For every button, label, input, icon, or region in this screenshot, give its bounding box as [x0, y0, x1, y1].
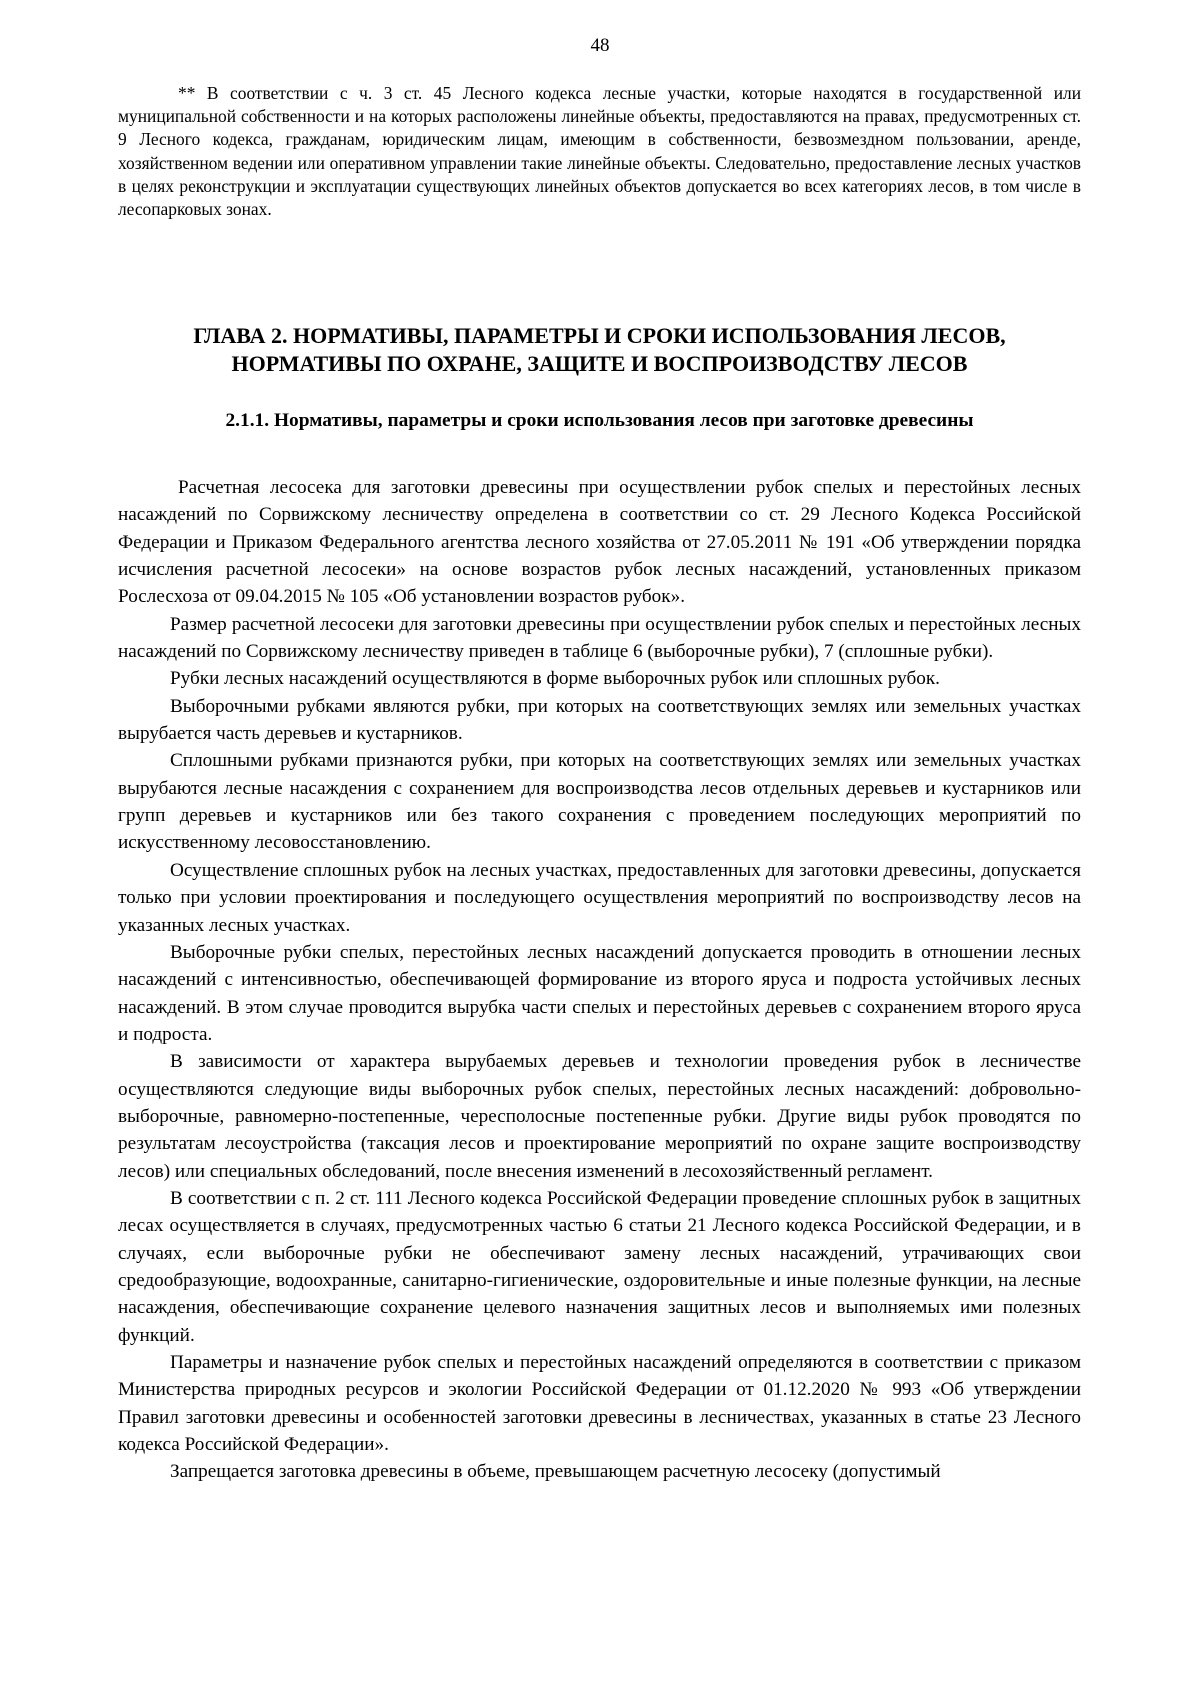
paragraph: Запрещается заготовка древесины в объеме, превышающем расчетную лесосеку (допустимый: [170, 1461, 941, 1483]
paragraph: Выборочные рубки спелых, перестойных лесных насаждений допускается проводить в отношении лесных насаждений с интенсивностью, обеспечивающей формирование из второго яруса и подроста устойчивых лесных насаждений. В этом случае проводится вырубка части спелых и перестойных деревьев с сохранением второго яруса и подроста.: [118, 941, 1081, 1045]
body-text: [118, 474, 1081, 1486]
page-number: 48: [590, 35, 610, 56]
paragraph: Рубки лесных насаждений осуществляются в форме выборочных рубок или сплошных рубок.: [170, 668, 940, 690]
paragraph: Расчетная лесосека для заготовки древесины при осуществлении рубок спелых и перестойных лесных насаждений по Сорвижскому лесничеству определена в соответствии со ст. 29 Лесного Кодекса Российской Федерации и Приказом Федерального агентства лесного хозяйства от 27.05.2011 № 191 «Об утверждении порядка исчисления расчетной лесосеки» на основе возрастов рубок лесных насаждений, установленных приказом Рослесхоза от 09.04.2015 № 105 «Об установлении возрастов рубок».: [118, 477, 1081, 608]
paragraph: Размер расчетной лесосеки для заготовки древесины при осуществлении рубок спелых и перестойных лесных насаждений по Сорвижскому лесничеству приведен в таблице 6 (выборочные рубки), 7 (сплошные рубки).: [118, 613, 1081, 663]
footnote: ** В соответствии с ч. 3 ст. 45 Лесного кодекса лесные участки, которые находятся в государственной или муниципальной собственности и на которых расположены линейные объекты, предоставляются на правах, предусмотренных ст. 9 Лесного кодекса, гражданам, юридическим лицам, имеющим в собственности, безвозмездном пользовании, аренде, хозяйственном ведении или оперативном управлении такие линейные объекты. Следовательно, предоставление лесных участков в целях реконструкции и эксплуатации существующих линейных объектов допускается во всех категориях лесов, в том числе в лесопарковых зонах.: [118, 83, 1081, 220]
chapter-title-line-2: НОРМАТИВЫ ПО ОХРАНЕ, ЗАЩИТЕ И ВОСПРОИЗВОДСТВУ ЛЕСОВ: [231, 351, 968, 376]
chapter-title-line-1: ГЛАВА 2. НОРМАТИВЫ, ПАРАМЕТРЫ И СРОКИ ИСПОЛЬЗОВАНИЯ ЛЕСОВ,: [193, 323, 1006, 348]
paragraph: Параметры и назначение рубок спелых и перестойных насаждений определяются в соответствии с приказом Министерства природных ресурсов и экологии Российской Федерации от 01.12.2020 № 993 «Об утверждении Правил заготовки древесины и особенностей заготовки древесины в лесничествах, указанных в статье 23 Лесного кодекса Российской Федерации».: [118, 1352, 1081, 1456]
section-title: 2.1.1. Нормативы, параметры и сроки использования лесов при заготовке древесины: [225, 410, 974, 431]
chapter-title: [118, 322, 1081, 378]
paragraph: Выборочными рубками являются рубки, при которых на соответствующих землях или земельных участках вырубается часть деревьев и кустарников.: [118, 695, 1081, 745]
paragraph: Сплошными рубками признаются рубки, при которых на соответствующих землях или земельных участках вырубаются лесные насаждения с сохранением для воспроизводства лесов отдельных деревьев и кустарников или групп деревьев и кустарников или без такого сохранения с проведением последующих мероприятий по искусственному лесовосстановлению.: [118, 750, 1081, 854]
paragraph: Осуществление сплошных рубок на лесных участках, предоставленных для заготовки древесины, допускается только при условии проектирования и последующего осуществления мероприятий по воспроизводству лесов на указанных лесных участках.: [118, 859, 1081, 936]
paragraph: В соответствии с п. 2 ст. 111 Лесного кодекса Российской Федерации проведение сплошных рубок в защитных лесах осуществляется в случаях, предусмотренных частью 6 статьи 21 Лесного кодекса Российской Федерации, и в случаях, если выборочные рубки не обеспечивают замену лесных насаждений, утрачивающих свои средообразующие, водоохранные, санитарно-гигиенические, оздоровительные и иные полезные функции, на лесные насаждения, обеспечивающие сохранение целевого назначения защитных лесов и выполняемых ими полезных функций.: [118, 1187, 1081, 1346]
paragraph: В зависимости от характера вырубаемых деревьев и технологии проведения рубок в лесничестве осуществляются следующие виды выборочных рубок спелых, перестойных лесных насаждений: добровольно-выборочные, равномерно-постепенные, чересполосные постепенные рубки. Другие виды рубок проводятся по результатам лесоустройства (таксация лесов и проектирование мероприятий по охране защите воспроизводству лесов) или специальных обследований, после внесения изменений в лесохозяйственный регламент.: [118, 1051, 1081, 1182]
